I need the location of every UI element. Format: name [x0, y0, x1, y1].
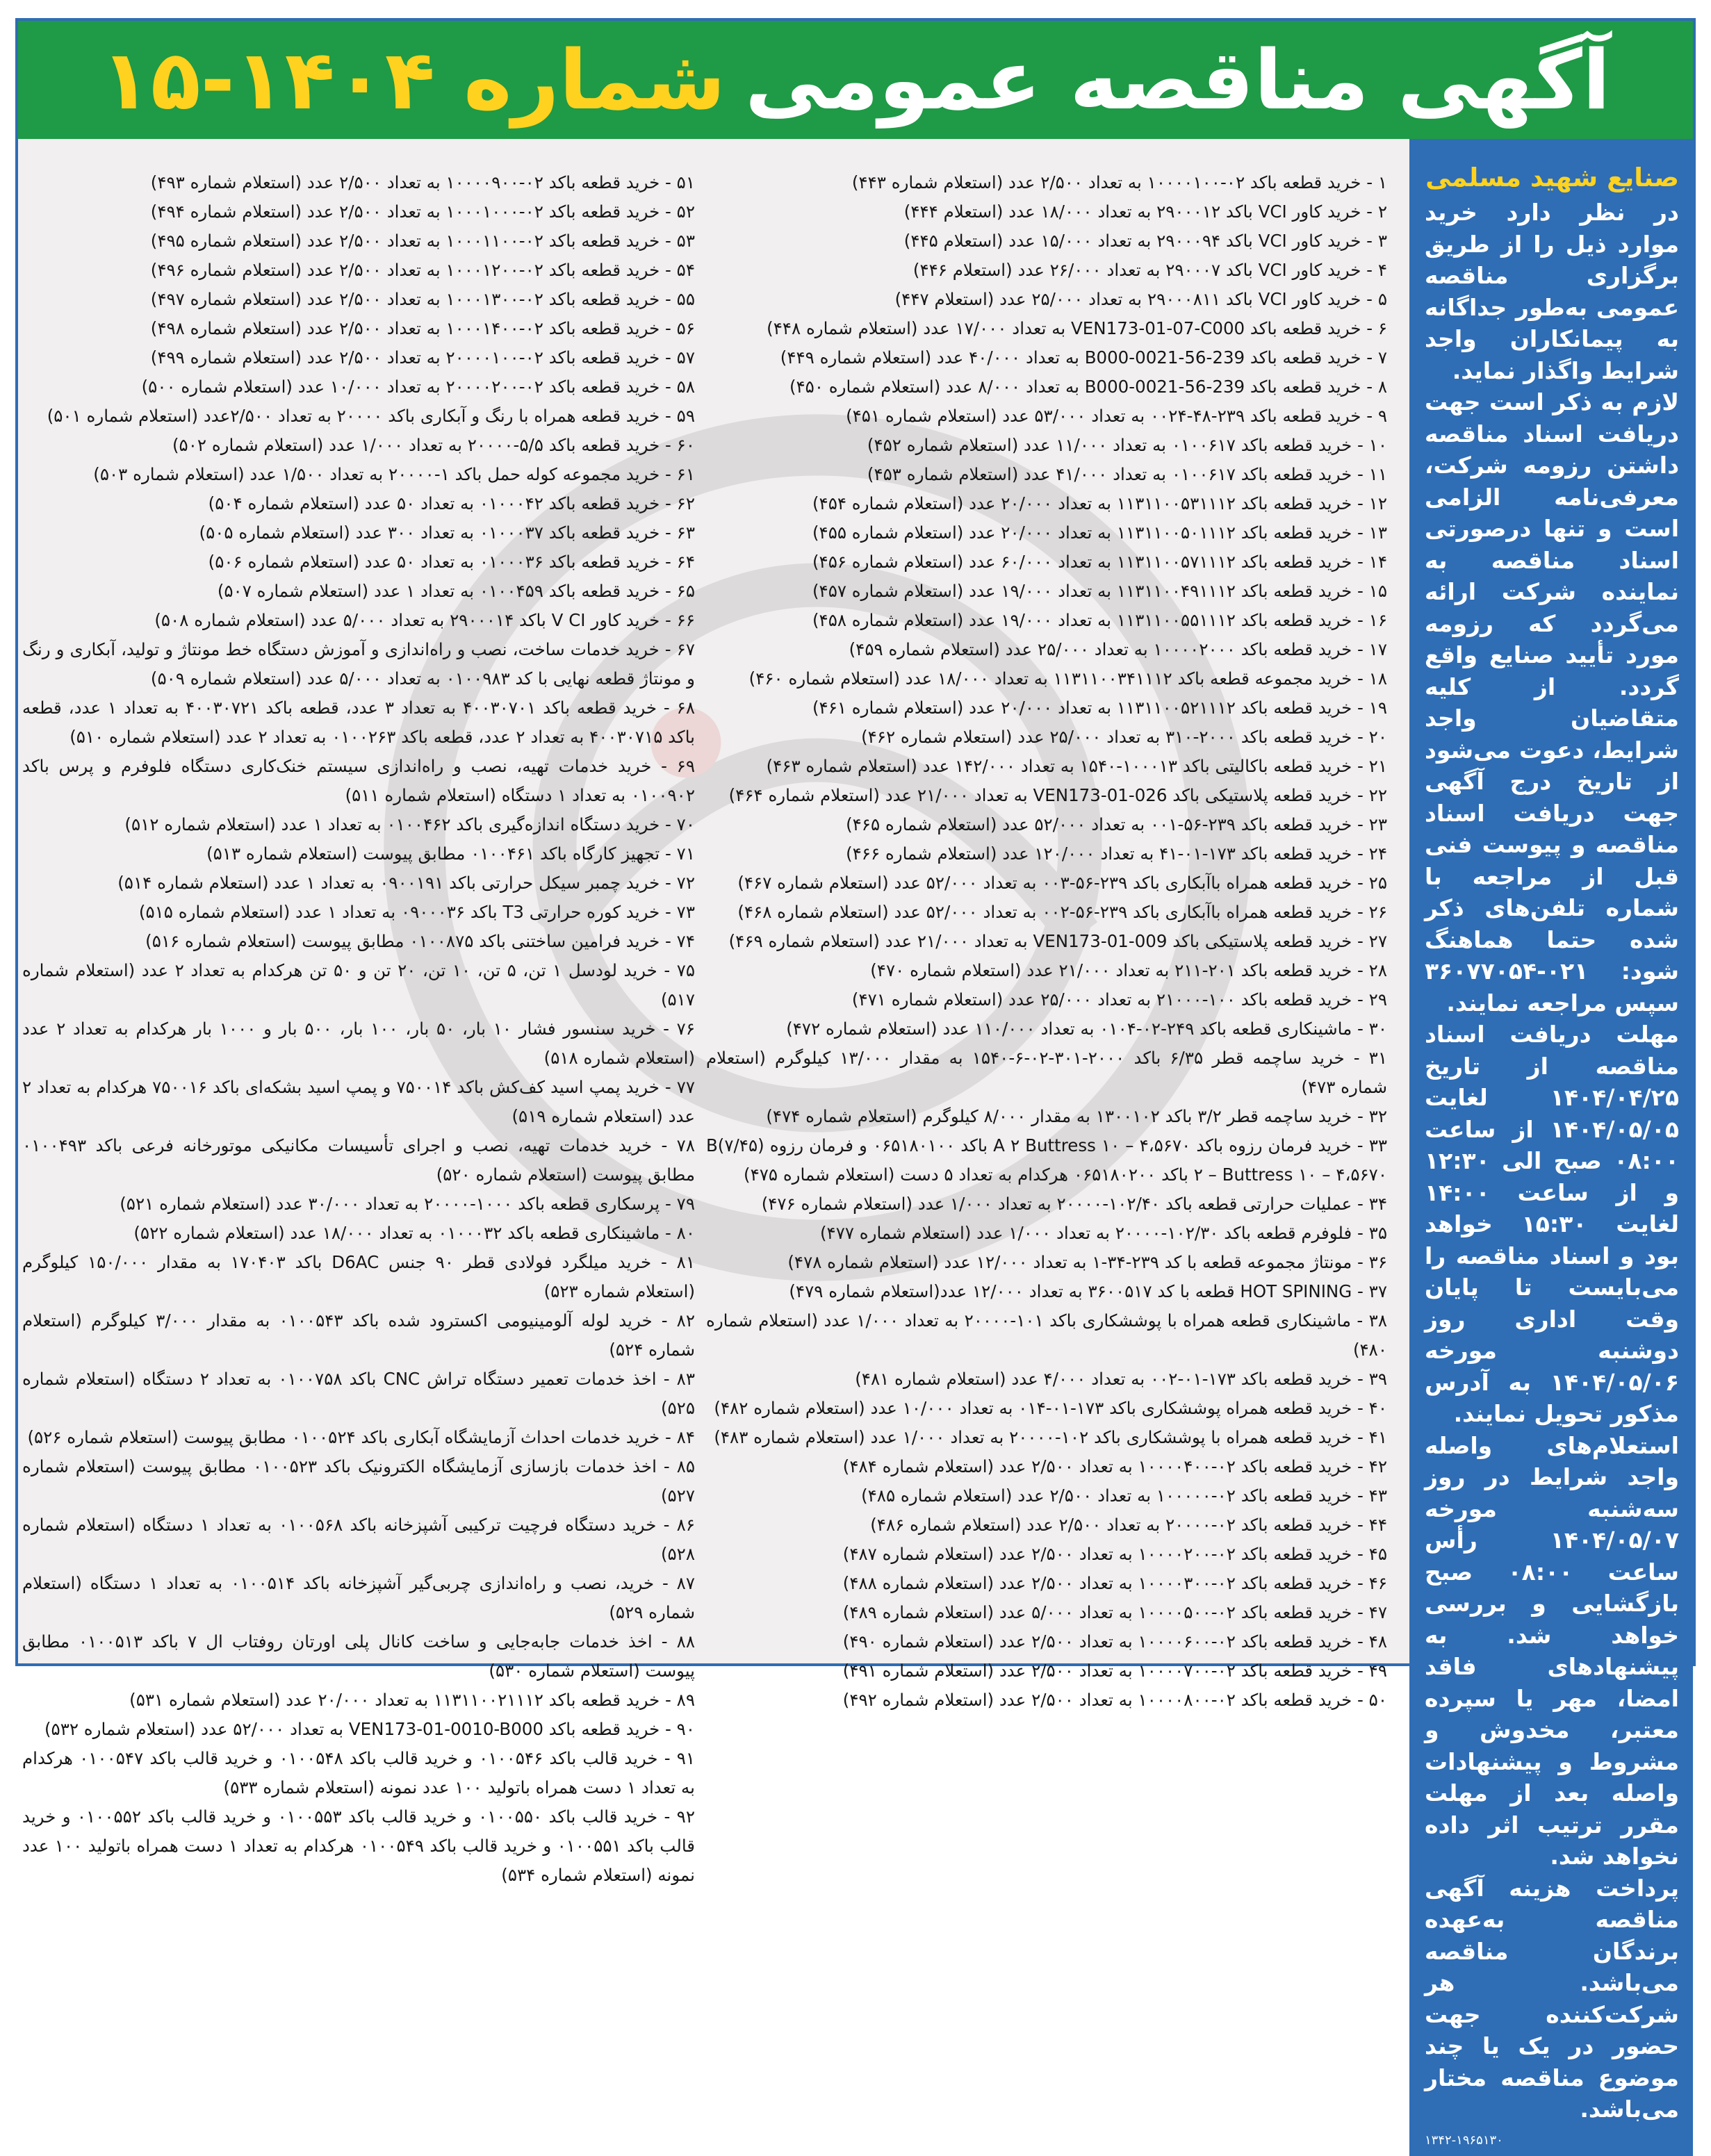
tender-item: ۸۳ - اخذ خدمات تعمیر دستگاه تراش CNC باکد ۰۱۰۰۷۵۸ به تعداد ۲ دستگاه (استعلام شماره ۵۲۵): [22, 1369, 695, 1418]
tender-item: ۵۰ - خرید قطعه باکد ۰۲-۱۰۰۰۰۸۰۰ به تعداد ۲/۵۰۰ عدد (استعلام شماره ۴۹۲): [842, 1690, 1387, 1710]
tender-item: ۲۱ - خرید قطعه باکالیتی باکد ۱۰۰۰۱۳-۱۵۴۰ به تعداد ۱۴۲/۰۰۰ عدد (استعلام شماره ۴۶۳): [766, 756, 1387, 776]
sidebar-paragraph: پرداخت هزینه آگهی مناقصه به‌عهده برندگان مناقصه می‌باشد. هر شرکت‌کننده جهت حضور در یک یا چند موضوع مناقصه مختار می‌باشد.: [1425, 1874, 1679, 2123]
tender-item: ۳۰ - ماشینکاری قطعه باکد ۲۴۹-۰۲-۰۱۰۴ به تعداد ۱۱۰/۰۰۰ عدد (استعلام شماره ۴۷۲): [786, 1019, 1387, 1039]
sidebar-paragraph: استعلام‌های واصله واجد شرایط در روز سه‌شنبه مورخه ۱۴۰۴/۰۵/۰۷ رأس ساعت ۰۸:۰۰ صبح بازگشایی و بررسی خواهد شد. به پیشنهادهای فاقد امضا، مهر یا سپرده معتبر، مخدوش و مشروط و پیشنهادات واصله بعد از مهلت مقرر ترتیب اثر داده نخواهد شد.: [1425, 1431, 1679, 1870]
tender-item: ۶۴ - خرید قطعه باکد ۰۱۰۰۰۳۶ به تعداد ۵۰ عدد (استعلام شماره ۵۰۶): [208, 552, 695, 572]
tender-item: ۷۵ - خرید لودسل ۱ تن، ۵ تن، ۱۰ تن، ۲۰ تن و ۵۰ تن هرکدام به تعداد ۲ عدد (استعلام شماره ۵۱۷): [22, 960, 696, 1010]
tender-item: ۱۲ - خرید قطعه باکد ۱۱۳۱۱۰۰۵۳۱۱۱۲ به تعداد ۲۰/۰۰۰ عدد (استعلام شماره ۴۵۴): [812, 493, 1387, 513]
tender-item: ۴۰ - خرید قطعه همراه پوششکاری باکد ۱۷۳-۰۱-۰۱۴ به تعداد ۱۰/۰۰۰ عدد (استعلام شماره ۴۸۲): [714, 1398, 1387, 1418]
company-name: صنایع شهید مسلمی: [1425, 163, 1679, 192]
tender-item: ۶۲ - خرید قطعه باکد ۰۱۰۰۰۴۲ به تعداد ۵۰ عدد (استعلام شماره ۵۰۴): [208, 493, 695, 513]
tender-item: ۲۷ - خرید قطعه پلاستیکی باکد VEN173-01-009 به تعداد ۲۱/۰۰۰ عدد (استعلام شماره ۴۶۹): [728, 931, 1387, 951]
tender-item: ۱۱ - خرید قطعه باکد ۰۱۰۰۶۱۷ به تعداد ۴۱/۰۰۰ عدد (استعلام شماره ۴۵۳): [867, 464, 1387, 484]
tender-item: ۶ - خرید قطعه باکد VEN173-01-07-C000 به تعداد ۱۷/۰۰۰ عدد (استعلام شماره ۴۴۸): [767, 318, 1387, 338]
tender-item: ۶۳ - خرید قطعه باکد ۰۱۰۰۰۳۷ به تعداد ۳۰۰ عدد (استعلام شماره ۵۰۵): [199, 522, 695, 543]
tender-item: ۹۱ - خرید قالب باکد ۰۱۰۰۵۴۶ و خرید قالب باکد ۰۱۰۰۵۴۸ و خرید قالب باکد ۰۱۰۰۵۴۷ هرکدام به تعداد ۱ دست همراه باتولید ۱۰۰ عدد نمونه (استعلام شماره ۵۳۳): [22, 1748, 696, 1797]
tender-item: ۳۹ - خرید قطعه باکد ۱۷۳-۰۱-۰۰۲ به تعداد ۴/۰۰۰ عدد (استعلام شماره ۴۸۱): [855, 1369, 1387, 1389]
tender-item: ۳۸ - ماشینکاری قطعه همراه با پوششکاری باکد ۱۰۱-۲۰۰۰۰ به تعداد ۱/۰۰۰ عدد (استعلام شماره ۴۸۰): [706, 1310, 1387, 1360]
tender-item: ۱۹ - خرید قطعه باکد ۱۱۳۱۱۰۰۵۲۱۱۱۲ به تعداد ۲۰/۰۰۰ عدد (استعلام شماره ۴۶۱): [812, 698, 1387, 718]
tender-item: ۵۵ - خرید قطعه باکد ۰۲-۱۰۰۰۱۳۰۰ به تعداد ۲/۵۰۰ عدد (استعلام شماره ۴۹۷): [150, 289, 695, 309]
tender-item: ۹ - خرید قطعه باکد ۲۳۹-۴۸-۰۰۲۴ به تعداد ۵۳/۰۰۰ عدد (استعلام شماره ۴۵۱): [846, 406, 1387, 426]
tender-item: ۷۷ - خرید پمپ اسید کف‌کش باکد ۷۵۰۰۱۴ و پمپ اسید بشکه‌ای باکد ۷۵۰۰۱۶ هرکدام به تعداد ۲ عدد (استعلام شماره ۵۱۹): [22, 1077, 696, 1126]
tender-item: ۴۹ - خرید قطعه باکد ۰۲-۱۰۰۰۰۷۰۰ به تعداد ۲/۵۰۰ عدد (استعلام شماره ۴۹۱): [842, 1661, 1387, 1681]
tender-item: ۸۸ - اخذ خدمات جابه‌جایی و ساخت کانال پلی اورتان روفتاب ال ۷ باکد ۰۱۰۰۵۱۳ مطابق پیوست (استعلام شماره ۵۳۰): [22, 1631, 695, 1681]
tender-item: ۲۰ - خرید قطعه باکد ۲۰۰۰-۳۱۰ به تعداد ۲۵/۰۰۰ عدد (استعلام شماره ۴۶۲): [861, 727, 1387, 747]
ad-title: آگهی مناقصه عمومی: [745, 32, 1611, 128]
tender-item: ۷۲ - خرید چمبر سیکل حرارتی باکد ۰۹۰۰۱۹۱ به تعداد ۱ عدد (استعلام شماره ۵۱۴): [117, 873, 695, 893]
tender-item: ۹۲ - خرید قالب باکد ۰۱۰۰۵۵۰ و خرید قالب باکد ۰۱۰۰۵۵۳ و خرید قالب باکد ۰۱۰۰۵۵۲ و خرید قالب باکد ۰۱۰۰۵۵۱ و خرید قالب باکد ۰۱۰۰۵۴۹ هرکدام به تعداد ۱ دست همراه باتولید ۱۰۰ عدد نمونه (استعلام شماره ۵۳۴): [22, 1807, 695, 1885]
tender-item: ۴۱ - خرید قطعه همراه با پوششکاری باکد ۱۰۲-۲۰۰۰۰ به تعداد ۱/۰۰۰ عدد (استعلام شماره ۴۸۳): [714, 1427, 1387, 1447]
tender-item: ۷۸ - خرید خدمات تهیه، نصب و اجرای تأسیسات مکانیکی موتورخانه فرعی باکد ۰۱۰۰۴۹۳ مطابق پیوست (استعلام شماره ۵۲۰): [22, 1135, 695, 1185]
tender-item: ۵۹ - خرید قطعه همراه با رنگ و آبکاری باکد ۲۰۰۰۰ به تعداد ۲/۵۰۰عدد (استعلام شماره ۵۰۱): [47, 406, 695, 426]
tender-item: ۲۳ - خرید قطعه باکد ۲۳۹-۵۶-۰۰۱ به تعداد ۵۲/۰۰۰ عدد (استعلام شماره ۴۶۵): [846, 814, 1387, 834]
tender-item: ۷۶ - خرید سنسور فشار ۱۰ بار، ۵۰ بار، ۱۰۰ بار، ۵۰۰ بار و ۱۰۰۰ بار هرکدام به تعداد ۲ عدد (استعلام شماره ۵۱۸): [22, 1019, 695, 1068]
tender-item: ۱۵ - خرید قطعه باکد ۱۱۳۱۱۰۰۴۹۱۱۱۲ به تعداد ۱۹/۰۰۰ عدد (استعلام شماره ۴۵۷): [812, 581, 1387, 601]
tender-item: ۷۰ - خرید دستگاه اندازه‌گیری باکد ۰۱۰۰۴۶۲ به تعداد ۱ عدد (استعلام شماره ۵۱۲): [124, 814, 695, 834]
tender-item: ۲۲ - خرید قطعه پلاستیکی باکد VEN173-01-026 به تعداد ۲۱/۰۰۰ عدد (استعلام شماره ۴۶۴): [728, 785, 1387, 805]
tender-item: ۴۷ - خرید قطعه باکد ۰۲-۱۰۰۰۰۵۰۰ به تعداد ۵/۰۰۰ عدد (استعلام شماره ۴۸۹): [842, 1602, 1387, 1622]
tender-item: ۱ - خرید قطعه باکد ۰۲-۱۰۰۰۰۱۰۰ به تعداد ۲/۵۰۰ عدد (استعلام شماره ۴۴۳): [851, 172, 1387, 192]
tender-item: ۳۳ - خرید فرمان رزوه باکد A ۲ Buttress ۱۰ – ۴،۵۶۷۰ باکد ۰۶۵۱۸۰۱۰۰ و فرمان رزوه B(۷/۴۵) ۲ – Buttress ۱۰ – ۴،۵۶۷۰ باکد ۰۶۵۱۸۰۲۰۰ هرکدام به تعداد ۵ دست (استعلام شماره ۴۷۵): [706, 1135, 1388, 1185]
tender-item: ۸۷ - خرید، نصب و راه‌اندازی چربی‌گیر آشپزخانه باکد ۰۱۰۰۵۱۴ به تعداد ۱ دستگاه (استعلام شماره ۵۲۹): [22, 1573, 695, 1622]
tender-item: ۸۹ - خرید قطعه باکد ۱۱۳۱۱۰۰۲۱۱۱۲ به تعداد ۲۰/۰۰۰ عدد (استعلام شماره ۵۳۱): [129, 1690, 695, 1710]
tender-item: ۷۹ - پرسکاری قطعه باکد ۱۰۰۰-۲۰۰۰۰ به تعداد ۳۰/۰۰۰ عدد (استعلام شماره ۵۲۱): [120, 1194, 695, 1214]
tender-item: ۲۶ - خرید قطعه همراه باآبکاری باکد ۲۳۹-۵۶-۰۰۲ به تعداد ۵۲/۰۰۰ عدد (استعلام شماره ۴۶۸): [737, 902, 1387, 922]
sidebar-paragraph: مهلت دریافت اسناد مناقصه از تاریخ ۱۴۰۴/۰۴/۲۵ لغایت ۱۴۰۴/۰۵/۰۵ از ساعت ۰۸:۰۰ صبح الی ۱۲:۳۰ و از ساعت ۱۴:۰۰ لغایت ۱۵:۳۰ خواهد بود و اسناد مناقصه را می‌بایست تا پایان وقت اداری روز دوشنبه مورخه ۱۴۰۴/۰۵/۰۶ به آدرس مذکور تحویل نمایند.: [1425, 1021, 1679, 1427]
tender-item: ۷۱ - تجهیز کارگاه باکد ۰۱۰۰۴۶۱ مطابق پیوست (استعلام شماره ۵۱۳): [206, 844, 695, 864]
tender-item: ۶۱ - خرید مجموعه کوله حمل باکد ۱-۲۰۰۰۰ به تعداد ۱/۵۰۰ عدد (استعلام شماره ۵۰۳): [93, 464, 695, 484]
tender-item: ۲۴ - خرید قطعه باکد ۱۷۳-۰۱-۴۱ به تعداد ۱۲۰/۰۰۰ عدد (استعلام شماره ۴۶۶): [846, 844, 1387, 864]
items-column-right: [706, 168, 1387, 1715]
tender-item: ۸۲ - خرید لوله آلومینیومی اکسترود شده باکد ۰۱۰۰۵۴۳ به مقدار ۳/۰۰۰ کیلوگرم (استعلام شماره ۵۲۴): [22, 1310, 695, 1360]
tender-item: ۳۴ - عملیات حرارتی قطعه باکد ۱۰۲/۴۰-۲۰۰۰۰ به تعداد ۱/۰۰۰ عدد (استعلام شماره ۴۷۶): [761, 1194, 1387, 1214]
tender-item: ۱۴ - خرید قطعه باکد ۱۱۳۱۱۰۰۵۷۱۱۱۲ به تعداد ۶۰/۰۰۰ عدد (استعلام شماره ۴۵۶): [812, 552, 1387, 572]
tender-item: ۵۲ - خرید قطعه باکد ۰۲-۱۰۰۰۱۰۰۰ به تعداد ۲/۵۰۰ عدد (استعلام شماره ۴۹۴): [150, 201, 695, 222]
tender-item: ۸۴ - خرید خدمات احداث آزمایشگاه آبکاری باکد ۰۱۰۰۵۲۴ مطابق پیوست (استعلام شماره ۵۲۶): [27, 1427, 695, 1447]
tender-item: ۸۰ - ماشینکاری قطعه باکد ۰۱۰۰۰۳۲ به تعداد ۱۸/۰۰۰ عدد (استعلام شماره ۵۲۲): [133, 1223, 695, 1243]
tender-item: ۶۷ - خرید خدمات ساخت، نصب و راه‌اندازی و آموزش دستگاه خط مونتاژ و تولید، آبکاری و رنگ و مونتاژ قطعه نهایی با کد ۰۱۰۰۹۸۳ به تعداد ۵/۰۰۰ عدد (استعلام شماره ۵۰۹): [22, 639, 695, 689]
tender-item: ۴۳ - خرید قطعه باکد ۰۲-۱۰۰۰۰۰ به تعداد ۲/۵۰۰ عدد (استعلام شماره ۴۸۵): [861, 1486, 1387, 1506]
tender-item: ۳۷ - HOT SPINING قطعه با کد ۳۶۰۰۵۱۷ به تعداد ۱۲/۰۰۰ عدد(استعلام شماره ۴۷۹): [789, 1281, 1387, 1301]
tender-item: ۴۶ - خرید قطعه باکد ۰۲-۱۰۰۰۰۳۰۰ به تعداد ۲/۵۰۰ عدد (استعلام شماره ۴۸۸): [842, 1573, 1387, 1593]
sidebar-paragraph: در نظر دارد خرید موارد ذیل را از طریق برگزاری مناقصه عمومی به‌طور جداگانه به پیمانکاران واجد شرایط واگذار نماید.: [1425, 199, 1679, 384]
tender-item: ۹۰ - خرید قطعه باکد VEN173-01-0010-B000 به تعداد ۵۲/۰۰۰ عدد (استعلام شماره ۵۳۲): [44, 1719, 695, 1739]
tender-advertisement: [15, 18, 1696, 2148]
tender-item: ۶۸ - خرید قطعه باکد ۴۰۰۳۰۷۰۱ به تعداد ۳ عدد، قطعه باکد ۴۰۰۳۰۷۲۱ به تعداد ۱ عدد، قطعه باکد ۴۰۰۳۰۷۱۵ به تعداد ۲ عدد، قطعه باکد ۰۱۰۰۲۶۳ به تعداد ۲ عدد (استعلام شماره ۵۱۰): [22, 698, 695, 747]
tender-item: ۵۶ - خرید قطعه باکد ۰۲-۱۰۰۰۱۴۰۰ به تعداد ۲/۵۰۰ عدد (استعلام شماره ۴۹۸): [150, 318, 695, 338]
tender-item: ۵۴ - خرید قطعه باکد ۰۲-۱۰۰۰۱۲۰۰ به تعداد ۲/۵۰۰ عدد (استعلام شماره ۴۹۶): [150, 260, 695, 280]
tender-item: ۴ - خرید کاور VCI باکد ۲۹۰۰۰۷ به تعداد ۲۶/۰۰۰ عدد (استعلام ۴۴۶): [912, 260, 1387, 280]
tender-item: ۱۰ - خرید قطعه باکد ۰۱۰۰۶۱۷ به تعداد ۱۱/۰۰۰ عدد (استعلام شماره ۴۵۲): [867, 435, 1387, 455]
tender-item: ۲۵ - خرید قطعه همراه باآبکاری باکد ۲۳۹-۵۶-۰۰۳ به تعداد ۵۲/۰۰۰ عدد (استعلام شماره ۴۶۷): [737, 873, 1387, 893]
tender-item: ۴۲ - خرید قطعه باکد ۰۲-۱۰۰۰۰۴۰۰ به تعداد ۲/۵۰۰ عدد (استعلام شماره ۴۸۴): [842, 1456, 1387, 1476]
tender-item: ۵ - خرید کاور VCI باکد ۲۹۰۰۰۸۱۱ به تعداد ۲۵/۰۰۰ عدد (استعلام ۴۴۷): [894, 289, 1387, 309]
tender-item: ۵۸ - خرید قطعه باکد ۰۲-۲۰۰۰۰۲۰۰ به تعداد ۱۰/۰۰۰ عدد (استعلام شماره ۵۰۰): [141, 377, 695, 397]
tender-item: ۷ - خرید قطعه باکد 239-56-0021-B000 به تعداد ۴۰/۰۰۰ عدد (استعلام شماره ۴۴۹): [780, 347, 1387, 368]
tender-item: ۳۲ - خرید ساچمه قطر ۳/۲ باکد ۱۳۰۰۱۰۲ به مقدار ۸/۰۰۰ کیلوگرم (استعلام شماره ۴۷۴): [766, 1106, 1387, 1126]
tender-item: ۴۸ - خرید قطعه باکد ۰۲-۱۰۰۰۰۶۰۰ به تعداد ۲/۵۰۰ عدد (استعلام شماره ۴۹۰): [842, 1631, 1387, 1652]
tender-item: ۸ - خرید قطعه باکد 239-56-0021-B000 به تعداد ۸/۰۰۰ عدد (استعلام شماره ۴۵۰): [789, 377, 1387, 397]
tender-item: ۱۷ - خرید قطعه باکد ۱۰۰۰۰۲۰۰۰ به تعداد ۲۵/۰۰۰ عدد (استعلام شماره ۴۵۹): [849, 639, 1387, 659]
tender-item: ۵۷ - خرید قطعه باکد ۰۲-۲۰۰۰۰۱۰۰ به تعداد ۲/۵۰۰ عدد (استعلام شماره ۴۹۹): [150, 347, 695, 368]
items-column-left: [22, 168, 695, 1890]
ad-code: ۱۳۴۲-۱۹۶۵۱۳۰: [1425, 2132, 1503, 2148]
tender-item: ۳۱ - خرید ساچمه قطر ۶/۳۵ باکد ۲۰۰۰-۳۰۱-۰۲-۶-۱۵۴۰ به مقدار ۱۳/۰۰۰ کیلوگرم (استعلام شماره ۴۷۳): [706, 1048, 1387, 1097]
tender-item: ۲۸ - خرید قطعه باکد ۲۰۱-۲۱۱ به تعداد ۲۱/۰۰۰ عدد (استعلام شماره ۴۷۰): [870, 960, 1387, 980]
tender-item: ۳۵ - فلوفرم قطعه باکد ۱۰۲/۳۰-۲۰۰۰۰ به تعداد ۱/۰۰۰ عدد (استعلام شماره ۴۷۷): [819, 1223, 1387, 1243]
ad-header: [18, 21, 1693, 139]
tender-item: ۶۹ - خرید خدمات تهیه، نصب و راه‌اندازی سیستم خنک‌کاری دستگاه فلوفرم و پرس باکد ۰۱۰۰۹۰۲ به تعداد ۱ دستگاه (استعلام شماره ۵۱۱): [22, 756, 695, 805]
tender-item: ۸۵ - اخذ خدمات بازسازی آزمایشگاه الکترونیک باکد ۰۱۰۰۵۲۳ مطابق پیوست (استعلام شماره ۵۲۷): [22, 1456, 696, 1506]
tender-item: ۵۳ - خرید قطعه باکد ۰۲-۱۰۰۰۱۱۰۰ به تعداد ۲/۵۰۰ عدد (استعلام شماره ۴۹۵): [150, 231, 695, 251]
tender-item: ۱۳ - خرید قطعه باکد ۱۱۳۱۱۰۰۵۰۱۱۱۲ به تعداد ۲۰/۰۰۰ عدد (استعلام شماره ۴۵۵): [812, 522, 1387, 543]
tender-item: ۸۱ - خرید میلگرد فولادی قطر ۹۰ جنس D6AC باکد ۱۷۰۴۰۳ به مقدار ۱۵۰/۰۰۰ کیلوگرم (استعلام شماره ۵۲۳): [22, 1252, 695, 1301]
tender-item: ۳۶ - مونتاژ مجموعه قطعه با کد ۲۳۹-۳۴-۱ به تعداد ۱۲/۰۰۰ عدد (استعلام شماره ۴۷۸): [787, 1252, 1387, 1272]
tender-item: ۶۵ - خرید قطعه باکد ۰۱۰۰۴۵۹ به تعداد ۱ عدد (استعلام شماره ۵۰۷): [217, 581, 695, 601]
tender-item: ۲ - خرید کاور VCI باکد ۲۹۰۰۰۱۲ به تعداد ۱۸/۰۰۰ عدد (استعلام ۴۴۴): [903, 201, 1387, 222]
tender-item: ۷۳ - خرید کوره حرارتی T3 باکد ۰۹۰۰۰۳۶ به تعداد ۱ عدد (استعلام شماره ۵۱۵): [138, 902, 695, 922]
tender-item: ۷۴ - خرید فرامین ساختنی باکد ۰۱۰۰۸۷۵ مطابق پیوست (استعلام شماره ۵۱۶): [145, 931, 695, 951]
tender-item: ۸۶ - خرید دستگاه فرچیت ترکیبی آشپزخانه باکد ۰۱۰۰۵۶۸ به تعداد ۱ دستگاه (استعلام شماره ۵۲۸): [22, 1515, 695, 1564]
tender-item: ۴۴ - خرید قطعه باکد ۰۲-۲۰۰۰۰ به تعداد ۲/۵۰۰ عدد (استعلام شماره ۴۸۶): [870, 1515, 1387, 1535]
sidebar-paragraph: لازم به ذکر است جهت دریافت اسناد مناقصه داشتن رزومه شرکت، معرفی‌نامه الزامی است و تنها درصورتی اسناد مناقصه به نماینده شرکت ارائه می‌گردد که رزومه مورد تأیید صنایع واقع گردد. از کلیه متقاضیان واجد شرایط، دعوت می‌شود از تاریخ درج آگهی جهت دریافت اسناد مناقصه و پیوست فنی قبل از مراجعه با شماره تلفن‌های ذکر شده حتما هماهنگ شود: ۰۲۱-۳۶۰۷۷۰۵۴ سپس مراجعه نمایند.: [1425, 388, 1679, 1017]
tender-item: ۶۶ - خرید کاور V CI باکد ۲۹۰۰۰۱۴ به تعداد ۵/۰۰۰ عدد (استعلام شماره ۵۰۸): [154, 610, 695, 630]
tender-item: ۲۹ - خرید قطعه باکد ۱۰۰-۲۱۰۰۰ به تعداد ۲۵/۰۰۰ عدد (استعلام شماره ۴۷۱): [851, 989, 1387, 1010]
tender-item: ۶۰ - خرید قطعه باکد ۵/۵-۲۰۰۰۰ به تعداد ۱/۰۰۰ عدد (استعلام شماره ۵۰۲): [172, 435, 695, 455]
info-sidebar: [1409, 139, 1693, 2156]
ad-number: شماره ۱۴۰۴-۱۵: [100, 32, 726, 128]
tender-item: ۵۱ - خرید قطعه باکد ۰۲-۱۰۰۰۰۹۰۰ به تعداد ۲/۵۰۰ عدد (استعلام شماره ۴۹۳): [150, 172, 695, 192]
tender-item: ۱۸ - خرید مجموعه قطعه باکد ۱۱۳۱۱۰۰۳۴۱۱۱۲ به تعداد ۱۸/۰۰۰ عدد (استعلام شماره ۴۶۰): [748, 668, 1387, 689]
tender-item: ۴۵ - خرید قطعه باکد ۰۲-۱۰۰۰۰۲۰۰ به تعداد ۲/۵۰۰ عدد (استعلام شماره ۴۸۷): [842, 1544, 1387, 1564]
tender-item: ۳ - خرید کاور VCI باکد ۲۹۰۰۰۹۴ به تعداد ۱۵/۰۰۰ عدد (استعلام ۴۴۵): [903, 231, 1387, 251]
tender-item: ۱۶ - خرید قطعه باکد ۱۱۳۱۱۰۰۵۵۱۱۱۲ به تعداد ۱۹/۰۰۰ عدد (استعلام شماره ۴۵۸): [812, 610, 1387, 630]
